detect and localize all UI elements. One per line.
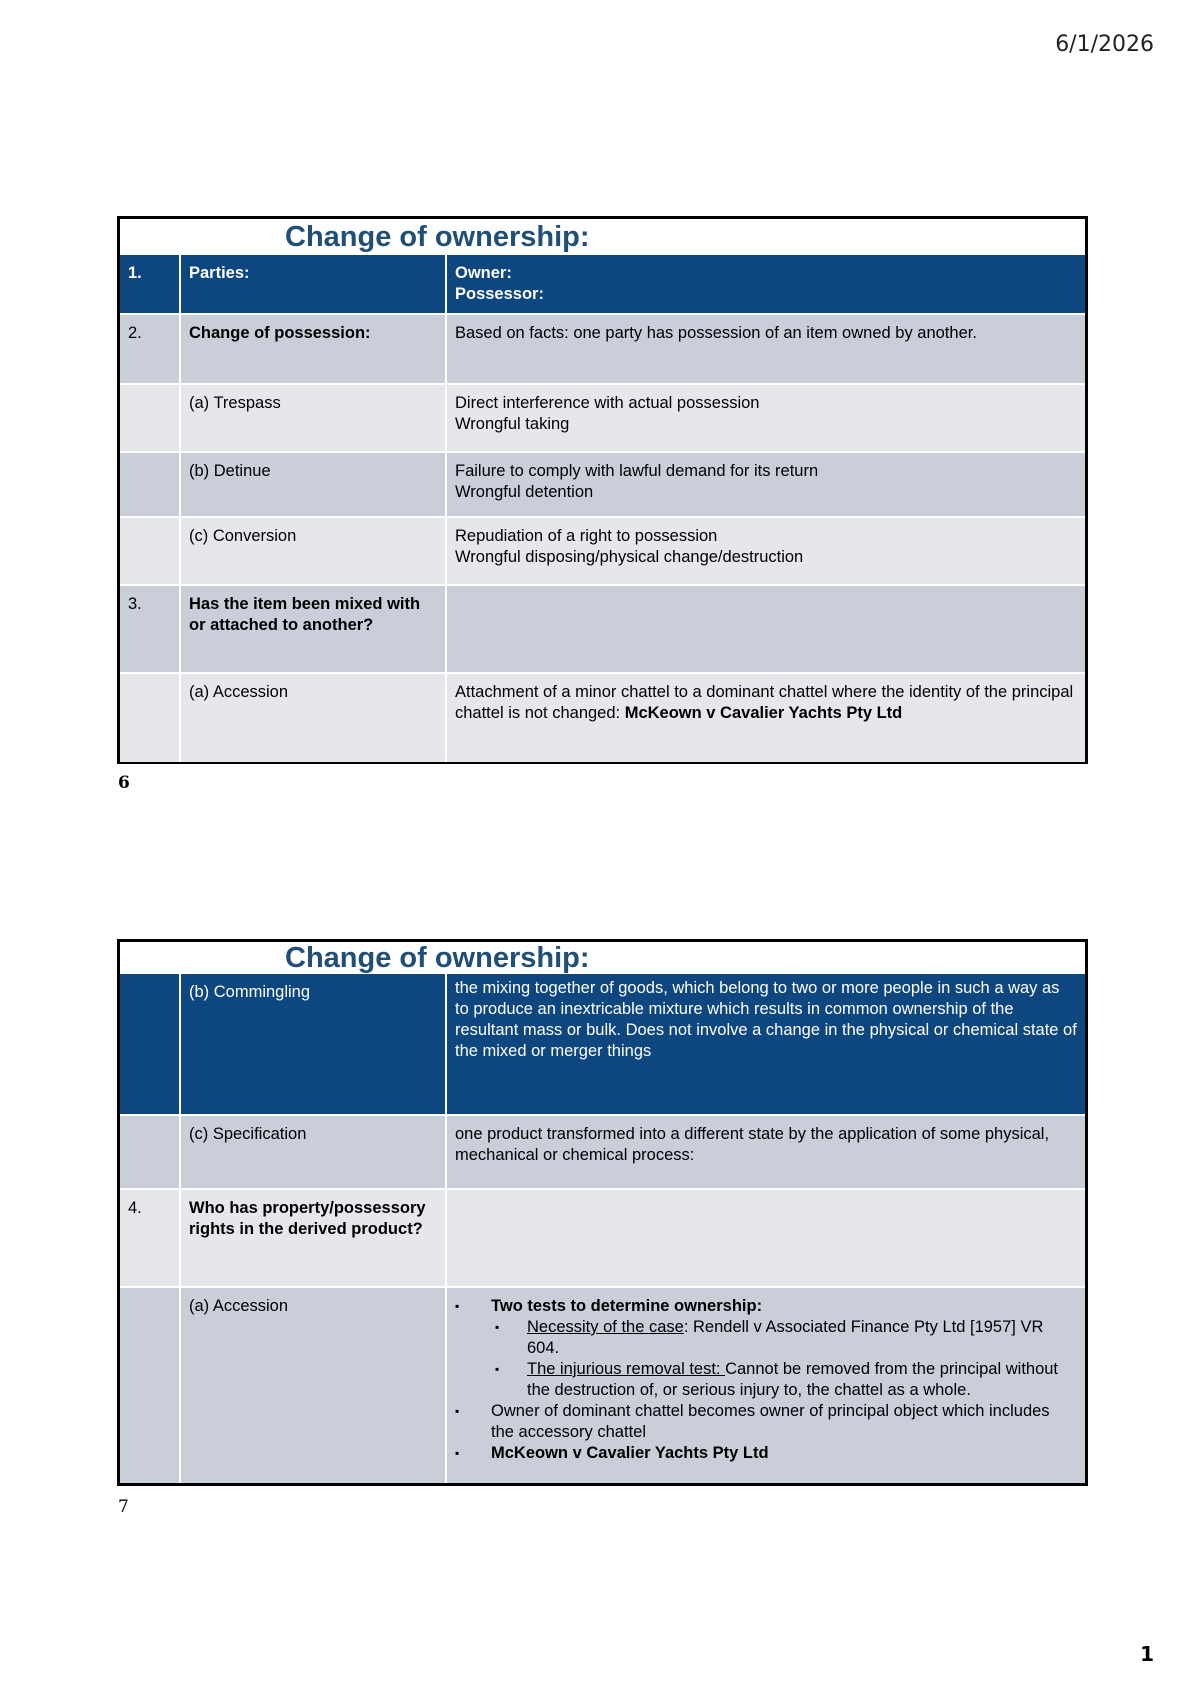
sub-bullet-list bbox=[491, 1317, 1077, 1401]
row-heading: (c) Conversion bbox=[180, 517, 446, 585]
row-number bbox=[120, 452, 180, 517]
row-heading: (c) Specification bbox=[180, 1115, 446, 1189]
table-row bbox=[120, 1189, 1085, 1287]
bullet-list bbox=[455, 1296, 1077, 1464]
row-number bbox=[120, 384, 180, 452]
table-row bbox=[120, 974, 1085, 1115]
slide-label: 7 bbox=[118, 1497, 129, 1517]
list-item: ▪ Owner of dominant chattel becomes owner of principal object which includes the accessory chattel bbox=[491, 1401, 1077, 1443]
row-heading: Parties: bbox=[180, 255, 446, 314]
list-item: ▪ The injurious removal test: Cannot be removed from the principal without the destruction of, or serious injury to, the chattel as a whole. bbox=[527, 1359, 1077, 1401]
row-description: Owner: Possessor: bbox=[446, 255, 1085, 314]
table-row bbox=[120, 1115, 1085, 1189]
page-date: 6/1/2026 bbox=[1055, 32, 1154, 57]
list-item: ▪ McKeown v Cavalier Yachts Pty Ltd bbox=[491, 1443, 1077, 1464]
row-number: 1. bbox=[120, 255, 180, 314]
row-description: one product transformed into a different state by the application of some physical, mechanical or chemical process: bbox=[446, 1115, 1085, 1189]
slide-7 bbox=[117, 939, 1088, 1486]
table-row bbox=[120, 517, 1085, 585]
slide-title: Change of ownership: bbox=[285, 942, 590, 974]
row-description: Failure to comply with lawful demand for its return Wrongful detention bbox=[446, 452, 1085, 517]
row-heading: (a) Accession bbox=[180, 673, 446, 762]
row-description: Based on facts: one party has possession of an item owned by another. bbox=[446, 314, 1085, 384]
table-row bbox=[120, 314, 1085, 384]
table-row bbox=[120, 452, 1085, 517]
row-description bbox=[446, 1287, 1085, 1483]
row-number: 4. bbox=[120, 1189, 180, 1287]
row-description: Direct interference with actual possession Wrongful taking bbox=[446, 384, 1085, 452]
slide-table bbox=[120, 974, 1085, 1483]
table-row bbox=[120, 673, 1085, 762]
table-row bbox=[120, 255, 1085, 314]
row-description: Attachment of a minor chattel to a dominant chattel where the identity of the principal chattel is not changed: McKeown v Cavalier Yachts Pty Ltd bbox=[446, 673, 1085, 762]
row-number bbox=[120, 1115, 180, 1189]
list-item: ▪ Two tests to determine ownership: ▪ Necessity of the case: Rendell v Associated Finance Pty Ltd [1957] VR 604. ▪ The injurious removal test: Cannot be removed from the principal without the destruction of, or serious injury to, the chattel as a whole. bbox=[491, 1296, 1077, 1401]
row-number bbox=[120, 673, 180, 762]
row-number: 2. bbox=[120, 314, 180, 384]
row-heading: (a) Accession bbox=[180, 1287, 446, 1483]
row-heading: (b) Detinue bbox=[180, 452, 446, 517]
list-item: ▪ Necessity of the case: Rendell v Associated Finance Pty Ltd [1957] VR 604. bbox=[527, 1317, 1077, 1359]
row-number bbox=[120, 974, 180, 1115]
row-description: Repudiation of a right to possession Wrongful disposing/physical change/destruction bbox=[446, 517, 1085, 585]
table-row bbox=[120, 384, 1085, 452]
slide-label: 6 bbox=[118, 773, 130, 793]
row-heading: Has the item been mixed with or attached to another? bbox=[180, 585, 446, 673]
row-heading: (b) Commingling bbox=[180, 974, 446, 1115]
page-number: 1 bbox=[1140, 1642, 1154, 1666]
table-row bbox=[120, 585, 1085, 673]
row-heading: Change of possession: bbox=[180, 314, 446, 384]
row-heading: Who has property/possessory rights in the derived product? bbox=[180, 1189, 446, 1287]
slide-6 bbox=[117, 216, 1088, 764]
row-number bbox=[120, 1287, 180, 1483]
slide-table bbox=[120, 255, 1085, 762]
row-number: 3. bbox=[120, 585, 180, 673]
slide-title: Change of ownership: bbox=[285, 221, 590, 253]
row-description bbox=[446, 585, 1085, 673]
table-row bbox=[120, 1287, 1085, 1483]
row-heading: (a) Trespass bbox=[180, 384, 446, 452]
row-description bbox=[446, 1189, 1085, 1287]
row-number bbox=[120, 517, 180, 585]
row-description: the mixing together of goods, which belong to two or more people in such a way as to produce an inextricable mixture which results in common ownership of the resultant mass or bulk. Does not involve a change in the physical or chemical state of the mixed or merger things bbox=[446, 974, 1085, 1115]
